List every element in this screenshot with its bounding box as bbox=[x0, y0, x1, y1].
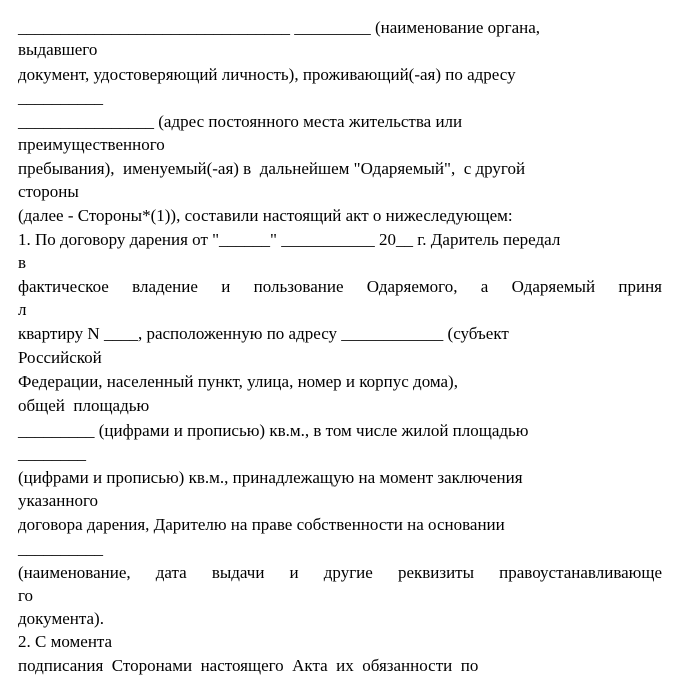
text-line: преимущественного bbox=[18, 135, 165, 154]
text-line: фактическое владение и пользование Одаряемого, а Одаряемый приня bbox=[18, 277, 662, 296]
text-line: 2. С момента bbox=[18, 632, 113, 651]
text-line: квартиру N ____, расположенную по адресу ____________ (субъект bbox=[18, 324, 509, 343]
text-line: указанного bbox=[18, 491, 99, 510]
text-line: ________________________________ _________ (наименование органа, bbox=[18, 18, 541, 37]
text-line: (наименование, дата выдачи и другие реквизиты правоустанавливающе bbox=[18, 563, 662, 582]
text-line: договора дарения, Дарителю на праве собственности на основании bbox=[18, 515, 505, 534]
text-line: л bbox=[18, 300, 27, 319]
text-line: 1. По договору дарения от "______" ___________ 20__ г. Даритель передал bbox=[18, 230, 561, 249]
text-line: документа). bbox=[18, 609, 104, 628]
text-line: стороны bbox=[18, 182, 79, 201]
text-line: общей площадью bbox=[18, 396, 150, 415]
text-line: Федерации, населенный пункт, улица, номер и корпус дома), bbox=[18, 372, 458, 391]
text-line: ________________ (адрес постоянного места жительства или bbox=[18, 112, 463, 131]
text-line: Российской bbox=[18, 348, 102, 367]
text-line: выдавшего bbox=[18, 40, 98, 59]
text-line: (цифрами и прописью) кв.м., принадлежащую на момент заключения bbox=[18, 468, 523, 487]
text-line: в bbox=[18, 253, 27, 272]
text-line: __________ bbox=[18, 539, 103, 558]
text-line: (далее - Стороны*(1)), составили настоящий акт о нижеследующем: bbox=[18, 206, 513, 225]
text-line: го bbox=[18, 586, 34, 605]
text-line: документ, удостоверяющий личность), проживающий(-ая) по адресу bbox=[18, 65, 516, 84]
text-line: _________ (цифрами и прописью) кв.м., в том числе жилой площадью bbox=[18, 421, 529, 440]
text-line: подписания Сторонами настоящего Акта их обязанности по bbox=[18, 656, 479, 675]
text-line: __________ bbox=[18, 88, 103, 107]
text-line: ________ bbox=[18, 444, 86, 463]
text-line: пребывания), именуемый(-ая) в дальнейшем "Одаряемый", с другой bbox=[18, 159, 526, 178]
